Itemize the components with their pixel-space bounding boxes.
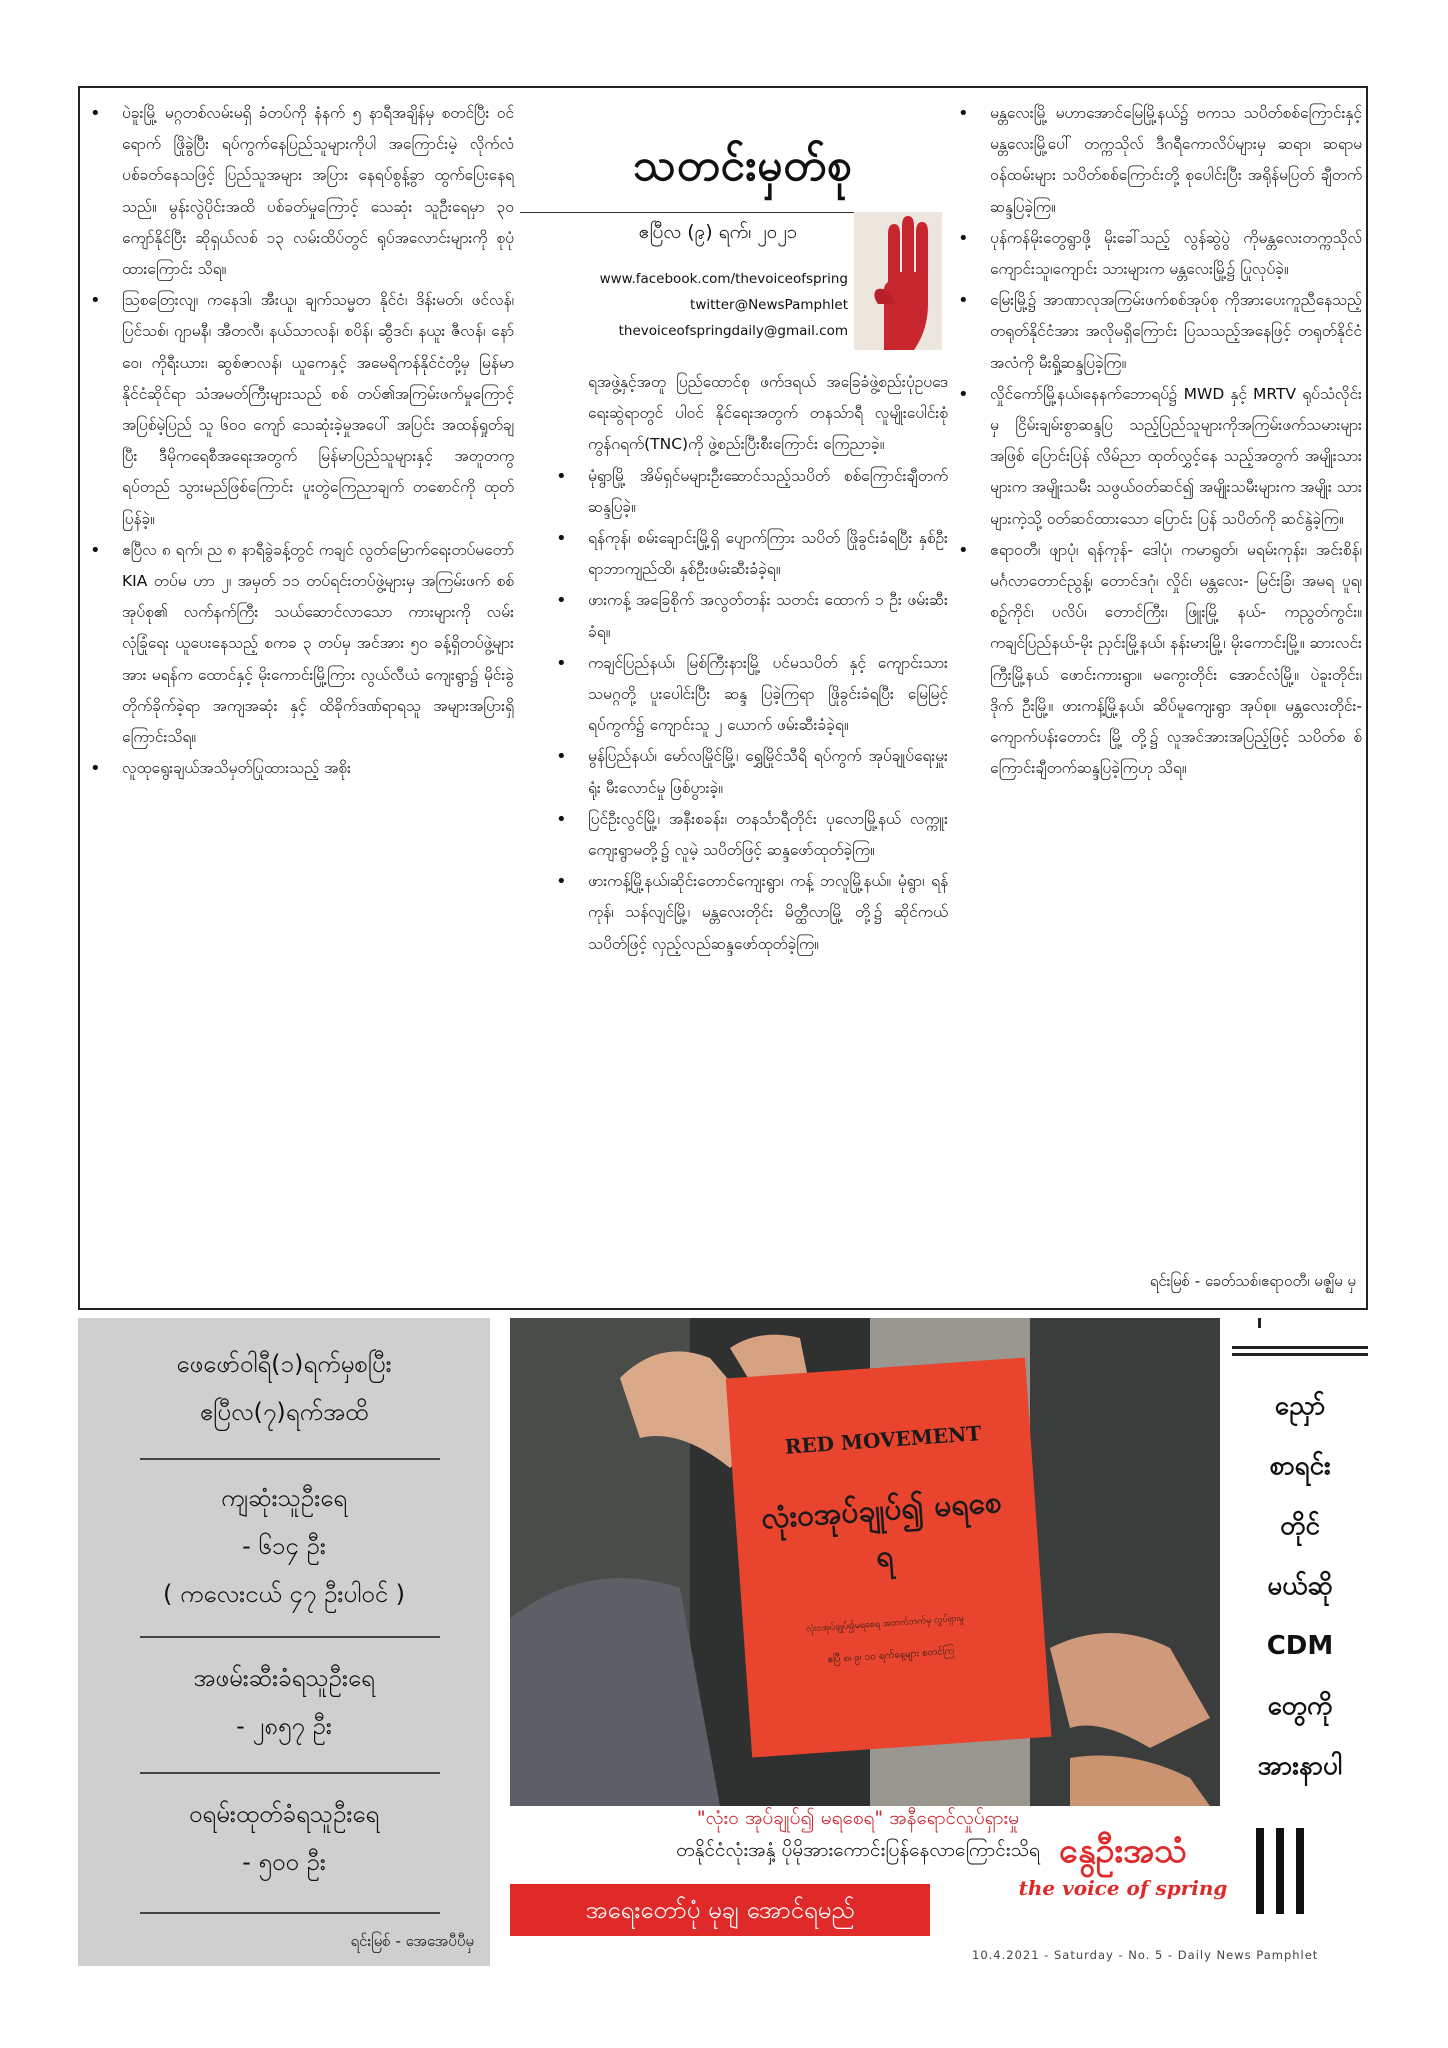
news-item: • ပြင်ဦးလွင်မြို့၊ အနီးစခန်း၊ တနင်္သာရီတိုင်း ပုလောမြို့နယ် လက္ကူးကျေးရွာမတို့၌ လူမဲ့ သပိတ်ဖြင့် ဆန္ဒဖော်ထုတ်ခဲ့ကြ။	[548, 804, 948, 866]
news-item: • ကချင်ပြည်နယ်၊ မြစ်ကြီးနားမြို့ ပင်မသပိတ် နှင့် ကျောင်းသားသမဂ္ဂတို့ ပူးပေါင်းပြီး ဆန္ဒ ပြခဲ့ကြရာ ဖြိုခွင်းခံရပြီး မြေမြင့်ရပ်ကွက်၌ ကျောင်းသူ ၂ ယောက် ဖမ်းဆီးခံခဲ့ရ။	[548, 648, 948, 742]
cdm-box-divider	[1258, 1318, 1261, 1328]
news-item: • ရန်ကုန်၊ စမ်းချောင်းမြို့ရှိ ပျောက်ကြား သပိတ် ဖြိုခွင်းခံရပြီး နှစ်ဦး ရာဘာကျည်ထိ၊ နှစ်ဦးဖမ်းဆီးခံခဲ့ရ။	[548, 523, 948, 585]
masthead-date: ဧပြီလ (၉) ရက်၊ ၂၀၂၁	[638, 221, 798, 243]
news-item: • မွန်ပြည်နယ်၊ မော်လမြိုင်မြို့၊ ရွှေမြိုင်သီရိ ရပ်ကွက် အုပ်ချုပ်ရေးမှူးရုံး မီးလောင်မှု ဖြစ်ပွားခဲ့။	[548, 741, 948, 803]
cdm-word: CDM	[1266, 1631, 1334, 1661]
stats-divider	[140, 1458, 440, 1460]
warrant-value: - ၅၀၀ ဦး	[242, 1848, 326, 1876]
masthead-title: သတင်းမှတ်စု	[633, 140, 853, 191]
logo-bar-icon	[1256, 1828, 1264, 1914]
sign-date-line: ဧပြီ ၈၊ ၉၊ ၁၀ ရက်နေ့များ စတင်ကြ	[827, 1645, 955, 1666]
facebook-link[interactable]: www.facebook.com/thevoiceofspring	[599, 271, 848, 287]
news-column-left	[82, 98, 514, 784]
news-item: • ဧပြီလ ၈ ရက်၊ ည ၈ နာရီခွဲခန့်တွင် ကချင် လွတ်မြောက်ရေးတပ်မတော် KIA တပ်မ ဟာ ၂၊ အမှတ် ၁၁ တပ်ရင်းတပ်ဖွဲ့များမှ အကြမ်းဖက် စစ်အုပ်စု၏ လက်နက်ကြီး သယ်ဆောင်လာသော ကားများကို လမ်း လုံခြုံရေး ယူပေးနေသည့် စကခ ၃ တပ်မှ အင်အား ၅၀ ခန့်ရှိတပ်ဖွဲ့များအား မရန်က ထောင်နှင့် မိုးကောင်းမြို့ကြား လွယ်လီယံ ကျေးရွာ၌ မိုင်းခွဲတိုက်ခိုက်ခဲ့ရာ အကျအဆုံး နှင့် ထိခိုက်ဒဏ်ရာရသူ အများအပြားရှိကြောင်းသိရ။	[82, 535, 514, 753]
stats-source-credit: ရင်းမြစ် - အေအေပီပီမှ	[350, 1932, 474, 1950]
cdm-word: အားနာပါ	[1257, 1751, 1343, 1781]
cdm-word: တွေကို	[1267, 1691, 1333, 1721]
stats-divider	[140, 1636, 440, 1638]
cdm-word: ညှော်	[1274, 1391, 1326, 1421]
stats-divider	[140, 1772, 440, 1774]
cdm-box-rule	[1232, 1353, 1368, 1356]
news-item: • မုံရွာမြို့ အိမ်ရှင်မများဦးဆောင်သည့်သပိတ် စစ်ကြောင်းချီတက်ဆန္ဒပြခဲ့။	[548, 461, 948, 523]
news-item: • လူထုရွေးချယ်အသိမှတ်ပြုထားသည့် အစိုး	[82, 753, 514, 784]
news-item: • ဧရာဝတီ၊ ဖျာပုံ၊ ရန်ကုန်- ဒေါပုံ၊ ကမာရွတ်၊ မရမ်းကုန်း၊ အင်းစိန်၊ မင်္ဂလာတောင်ညွန့်၊ တောင်ဒဂုံ၊ လှိုင်၊ မန္တလေး- မြင်းခြံ၊ အမရ ပူရ၊ စဉ့်ကိုင်၊ ပလိပ်၊ တောင်ကြီး၊ ဖြူးမြို့ နယ်- ကညွတ်ကွင်း။ ကချင်ပြည်နယ်-မိုး ညှင်းမြို့နယ်၊ နန်းမားမြို့၊ မိုးကောင်းမြို့။ ဆားလင်းကြီးမြို့နယ် ဖောင်းကားရွာ။ မကွေးတိုင်း အောင်လံမြို့။ ပဲခူးတိုင်း၊ ဒိုက် ဦးမြို့။ ဖားကန့်မြို့နယ်၊ ဆိပ်မူကျေးရွာ အုပ်စု။ မန္တလေးတိုင်း-ကျောက်ပန်းတောင်း မြို့ တို့၌ လူအင်အားအပြည့်ဖြင့် သပိတ်စ စ်ကြောင်းချီတက်ဆန္ဒပြခဲ့ကြဟု သိရ။	[950, 535, 1362, 785]
cdm-word: စာရင်း	[1269, 1451, 1331, 1481]
email-link[interactable]: thevoiceofspringdaily@gmail.com	[618, 323, 848, 339]
masthead-contacts	[520, 266, 848, 344]
slogan-banner: အရေးတော်ပုံ မုချ အောင်ရမည်	[510, 1884, 930, 1936]
news-item: • ပဲခူးမြို့ မဂ္ဂတစ်လမ်းမရှိ ခံတပ်ကို နံနက် ၅ နာရီအချိန်မှ စတင်ပြီး ဝင်ရောက် ဖြိုခွဲပြီး ရပ်ကွက်နေပြည်သူများကိုပါ အကြောင်းမဲ့ လိုက်လံပစ်ခတ်နေသဖြင့် ပြည်သူအများ အပြား နေရပ်စွန့်ခွာ ထွက်ပြေးနေရသည်။ မွန်းလွဲပိုင်းအထိ ပစ်ခတ်မှုကြောင့် သေဆုံး သူဦးရေမှာ ၃၀ ကျော်နိုင်ပြီး ဆိုရှယ်လစ် ၁၃ လမ်းထိပ်တွင် ရုပ်အလောင်းများကို စုပုံထားကြောင်း သိရ။	[82, 98, 514, 285]
twitter-link[interactable]: twitter@NewsPamphlet	[690, 297, 848, 313]
news-item: • ဖားကန့်မြို့နယ်၊ဆိုင်းတောင်ကျေးရွာ၊ ကန့် ဘလူမြို့နယ်။ မုံရွာ၊ ရန်ကုန်၊ သန်လျင်မြို့၊ မန္တလေးတိုင်း မိတ္ထီလာမြို့ တို့၌ ဆိုင်ကယ် သပိတ်ဖြင့် လှည့်လည်ဆန္ဒဖော်ထုတ်ခဲ့ကြ။	[548, 866, 948, 960]
photo-caption-body: တနိုင်ငံလုံးအနှံ့ ပိုမိုအားကောင်းပြန်နေလာကြောင်းသိရ	[676, 1839, 1040, 1861]
sign-title: RED MOVEMENT	[784, 1421, 982, 1459]
logo-burmese: နွေဦးအသံ	[1058, 1831, 1188, 1871]
news-column-right	[950, 98, 1362, 784]
detained-value: - ၂၈၅၇ ဦး	[236, 1712, 332, 1740]
news-item: • ပုန်ကန်မိုးတွေရွာဖို့ မိုးခေါ်သည့် လွန်ဆွဲပွဲ ကိုမန္တလေးတက္ကသိုလ်ကျောင်းသူ၊ကျောင်း သားများက မန္တလေးမြို့၌ ပြုလုပ်ခဲ့။	[950, 223, 1362, 285]
stats-divider	[140, 1912, 440, 1914]
cdm-box-rule	[1232, 1346, 1368, 1349]
logo-bar-icon	[1296, 1828, 1304, 1914]
deaths-label: ကျဆုံးသူဦးရေ	[221, 1484, 347, 1512]
news-source-credit: ရင်းမြစ် - ခေတ်သစ်၊ဧရာဝတီ၊ မဇ္ဈိမ မှ	[1149, 1272, 1356, 1290]
sign-subline: လုံးဝအုပ်ချုပ်၍မရစေရ အဘက်ဘက်မှ လှုပ်ရှားမှု	[805, 1613, 965, 1635]
stats-period-end: ဧပြီလ(၇)ရက်အထိ	[199, 1398, 369, 1426]
news-item: • ဖားကန့် အခြေစိုက် အလွတ်တန်း သတင်း ထောက် ၁ ဦး ဖမ်းဆီးခံရ။	[548, 585, 948, 647]
news-item: • မြေးမြို့၌ အာဏာလုအကြမ်းဖက်စစ်အုပ်စု ကိုအားပေးကူညီနေသည့် တရုတ်နိုင်ငံအား အလိုမရှိကြောင်း ပြသသည့်အနေဖြင့် တရုတ်နိုင်ငံအလံကို မီးရှို့ဆန္ဒပြခဲ့ကြ။	[950, 285, 1362, 379]
warrant-label: ဝရမ်းထုတ်ခံရသူဦးရေ	[188, 1800, 380, 1828]
red-movement-photo	[510, 1318, 1220, 1806]
detained-label: အဖမ်းဆီးခံရသူဦးရေ	[193, 1664, 375, 1692]
news-item: • ဩစတြေးလျ၊ ကနေဒါ၊ အီးယူ၊ ချက်သမ္မတ နိုင်ငံ၊ ဒိန်းမတ်၊ ဖင်လန်၊ ပြင်သစ်၊ ဂျာမနီ၊ အီတလီ၊ နယ်သာလန်၊ စပိန်၊ ဆွီဒင်၊ နယူး ဇီလန်၊ နော်ဝေ၊ ကိုရီးယား၊ ဆွစ်ဇာလန်၊ ယူကေနှင့် အမေရိကန်နိုင်ငံတို့မှ မြန်မာ နိုင်ငံဆိုင်ရာ သံအမတ်ကြီးများသည် စစ် တပ်၏အကြမ်းဖက်မှုကြောင့် အပြစ်မဲ့ပြည် သူ ၆၀၀ ကျော် သေဆုံးခဲ့မှုအပေါ် အပြင်း အထန်ရှုတ်ချပြီး ဒီမိုကရေစီအရေးအတွက် မြန်မာပြည်သူများနှင့် အတူတကွ ရပ်တည် သွားမည်ဖြစ်ကြောင်း ပူးတွဲကြေညာချက် တစောင်ကို ထုတ်ပြန်ခဲ့။	[82, 285, 514, 535]
news-column-middle	[548, 367, 948, 960]
news-item: ရအဖွဲ့နှင့်အတူ ပြည်ထောင်စု ဖက်ဒရယ် အခြေခံဖွဲ့စည်းပုံဥပဒေ ရေးဆွဲရာတွင် ပါဝင် နိုင်ရေးအတွက် တနသ်ာရီ လူမျိုးပေါင်းစုံ ကွန်ဂရက်(TNC)ကို ဖွဲ့စည်းပြီးစီးကြောင်း ကြေညာခဲ့။	[588, 373, 948, 454]
logo-english: the voice of spring	[1018, 1876, 1228, 1900]
deaths-value: - ၆၁၄ ဦး	[242, 1532, 326, 1560]
logo-bar-icon	[1276, 1828, 1284, 1914]
sign-heading: လုံးဝအုပ်ချုပ်၍ မရစေရ	[760, 1484, 1003, 1575]
cdm-word: မယ်ဆို	[1267, 1571, 1333, 1601]
footer-issue-info: 10.4.2021 - Saturday - No. 5 - Daily News Pamphlet	[972, 1948, 1319, 1962]
news-item: • မန္တလေးမြို့ မဟာအောင်မြေမြို့နယ်၌ ဗကသ သပိတ်စစ်ကြောင်းနှင့် မန္တလေးမြို့ပေါ် တက္ကသိုလ် ဒီဂရီကောလိပ်များမှ ဆရာ၊ ဆရာမ ဝန်ထမ်းများ သပိတ်စစ်ကြောင်းတို့ စုပေါင်းပြီး အရိုန်မပြတ် ချီတက်ဆန္ဒပြခဲ့ကြ။	[950, 98, 1362, 223]
deaths-children-note: ( ကလေးငယ် ၄၇ ဦးပါဝင် )	[163, 1580, 405, 1608]
photo-caption-title: "လုံးဝ အုပ်ချုပ်၍ မရစေရ" အနီရောင်လှုပ်ရှားမှု	[696, 1807, 1020, 1829]
stats-period-start: ဖေဖော်ဝါရီ(၁)ရက်မှစပြီး	[176, 1350, 392, 1378]
news-item: • လှိုင်ကော်မြို့နယ်၊နေနက်ဘောရပ်၌ MWD နှင့် MRTV ရုပ်သံလိုင်းမှ ငြိမ်းချမ်းစွာဆန္ဒပြ သည့်ပြည်သူများကိုအကြမ်းဖက်သမားများ အဖြစ် ပြောင်းပြန် လိမ်ညာ ထုတ်လွှင့်နေ သည့်အတွက် အမျိုးသားများက အမျိုးသမီး သဖွယ်ဝတ်ဆင်၍ အမျိုးသမီးများက အမျိုး သားများကဲ့သို့ ဝတ်ဆင်ထားသော ပြောင်း ပြန် သပိတ်ကို ဆင်နွဲခဲ့ကြ။	[950, 379, 1362, 535]
three-finger-salute-icon	[854, 212, 942, 350]
cdm-word: တိုင်	[1280, 1511, 1320, 1541]
